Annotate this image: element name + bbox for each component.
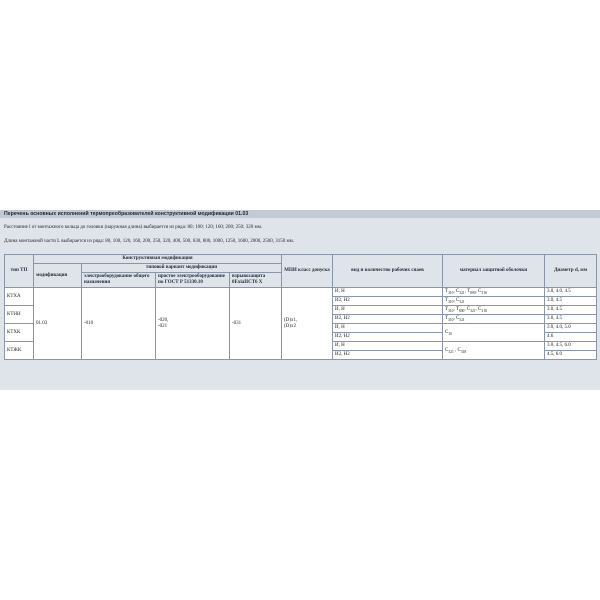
type-cell: КТЖК [5, 342, 34, 360]
type-cell: КТХК [5, 324, 34, 342]
header-junctions: вид и количество рабочих спаев [333, 255, 443, 288]
junction-cell: И, Н [333, 306, 443, 315]
type-cell: КТНН [5, 306, 34, 324]
simple-cell: -020, -021 [156, 288, 230, 360]
junction-cell: И, Н [333, 324, 443, 333]
document-section [0, 210, 600, 390]
mpi-cell: (D)x1, (D)x2 [282, 288, 333, 360]
diameter-cell: 4.6 [545, 333, 597, 342]
material-cell: $T_{310}$, $C_{321}$ [443, 297, 545, 306]
header-simple: простое электрооборудование по ГОСТ Р 51330.10 [156, 273, 230, 288]
table-header-row [5, 255, 597, 264]
material-cell: $T_{310}$, $T_{800}$, $C_{321}$, $C_{318}$ [443, 306, 545, 315]
general-cell: -010 [82, 288, 156, 360]
junction-cell: И2, Н2 [333, 297, 443, 306]
diameter-cell: 3.0, 4.5 [545, 306, 597, 315]
modifications-table [4, 254, 597, 360]
junction-cell: И, Н [333, 342, 443, 351]
material-cell: $C_{321}$ , $C_{318}$ [443, 342, 545, 360]
diameter-cell: 3.0, 4.5, 6.0 [545, 342, 597, 351]
diameter-cell: 3.0, 4.5 [545, 297, 597, 306]
material-cell: $T_{310}$, $C_{321}$, $T_{800}$, $C_{318}$ [443, 288, 545, 297]
section-title: Перечень основных исполнений термопреобразователей конструктивной модификации 01.03 [0, 210, 600, 218]
modification-cell: 01.03 [34, 288, 82, 360]
junction-cell: И2, Н2 [333, 333, 443, 342]
header-modification: модификация [34, 264, 82, 288]
diameter-cell: 3.0, 4.0, 4.5 [545, 288, 597, 297]
junction-cell: И2, Н2 [333, 351, 443, 360]
header-diameter: Диаметр d, мм [545, 255, 597, 288]
header-mpi: МПИ класс допуска [282, 255, 333, 288]
header-type: тип ТП [5, 255, 34, 288]
diameter-cell: 4.5, 6.0 [545, 351, 597, 360]
header-explosion: взрывозащита 0ExiaIICT6 X [230, 273, 282, 288]
header-material: материал защитной оболочки [443, 255, 545, 288]
note-length-l: Расстояние l от монтажного кольца до головки (наружная длина) выбирается из ряда: 80; 100; 120; 160; 200; 250; 320 мм. [4, 225, 263, 230]
diameter-cell: 3.0, 4.5 [545, 315, 597, 324]
table-row [5, 288, 597, 297]
header-constructive: Конструктивная модификация [34, 255, 282, 264]
type-cell: КТХА [5, 288, 34, 306]
note-length-L: Длина монтажной части L выбирается из ряда: 80, 100, 120, 160, 200, 250, 320, 400, 500, 630, 800, 1000, 1250, 1600, 2000, 2500, 3150 мм. [4, 239, 295, 244]
material-cell: $T_{310}$, $C_{321}$ [443, 315, 545, 324]
material-cell: $C_{10}$ [443, 324, 545, 342]
junction-cell: И, Н [333, 288, 443, 297]
header-general: электрооборудование общего назначения [82, 273, 156, 288]
explosion-cell: -031 [230, 288, 282, 360]
junction-cell: И2, Н2 [333, 315, 443, 324]
header-typical: типовой вариант модификации [82, 264, 282, 273]
diameter-cell: 3.0, 4.0, 5.0 [545, 324, 597, 333]
